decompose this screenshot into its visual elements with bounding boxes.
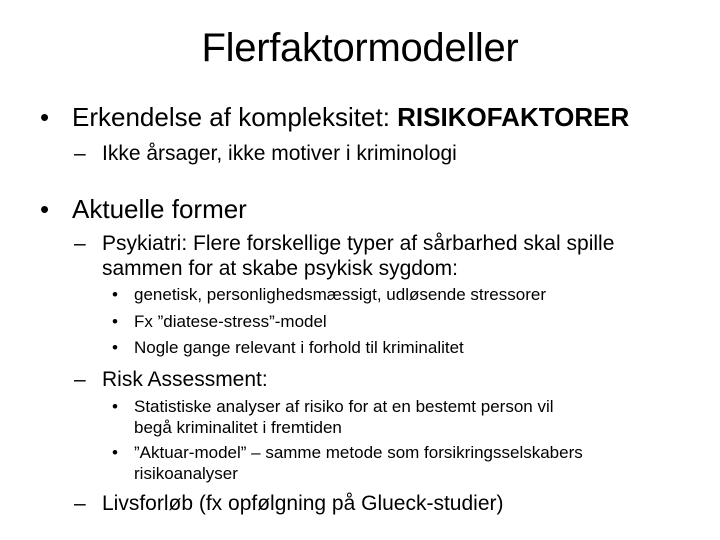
subitem-text: Ikke årsager, ikke motiver i kriminologi: [102, 142, 457, 165]
sub-subitem-genetisk: [112, 285, 546, 305]
subitem-risk-assessment: [74, 367, 268, 392]
subitem-livsforloeb: [74, 491, 504, 516]
sub-subitem-statistiske: [112, 397, 554, 417]
subitem-text: Psykiatri: Flere forskellige typer af sårbarhed skal spille: [102, 232, 615, 255]
sub-subitem-diatese: [112, 312, 327, 332]
subitem-text: Risk Assessment:: [102, 368, 268, 391]
sub-subitem-text: Fx ”diatese-stress”-model: [134, 312, 327, 331]
bullet-marker: •: [112, 397, 118, 416]
bullet-marker: •: [112, 285, 118, 304]
dash-marker: –: [74, 368, 86, 391]
bullet-item-complexity: [40, 102, 629, 132]
sub-subitem-text: genetisk, personlighedsmæssigt, udløsende stressorer: [134, 285, 546, 304]
bullet-marker: •: [112, 312, 118, 331]
dash-marker: –: [74, 232, 86, 255]
subitem-text: Livsforløb (fx opfølgning på Glueck-studier): [102, 492, 504, 515]
bullet-marker: •: [40, 102, 50, 132]
bullet-marker: •: [112, 443, 118, 462]
subitem-psykiatri-continued: [102, 256, 458, 281]
subitem-ikke-aarsager: [74, 141, 457, 166]
bullet-marker: •: [40, 194, 50, 224]
slide-title: Flerfaktormodeller: [201, 26, 519, 70]
sub-subitem-text-continued: begå kriminalitet i fremtiden: [134, 418, 342, 437]
bullet-text: Aktuelle former: [72, 194, 247, 224]
dash-marker: –: [74, 492, 86, 515]
sub-subitem-aktuar-continued: [134, 464, 238, 484]
sub-subitem-aktuar: [112, 443, 583, 463]
sub-subitem-text: ”Aktuar-model” – samme metode som forsikringsselskabers: [134, 443, 583, 462]
subitem-text-continued: sammen for at skabe psykisk sygdom:: [102, 257, 458, 280]
bullet-item-aktuelle-former: [40, 194, 247, 224]
sub-subitem-text-continued: risikoanalyser: [134, 464, 238, 483]
sub-subitem-statistiske-continued: [134, 418, 342, 438]
sub-subitem-text: Statistiske analyser af risiko for at en bestemt person vil: [134, 397, 554, 416]
sub-subitem-nogle-gange: [112, 338, 464, 358]
dash-marker: –: [74, 142, 86, 165]
bullet-text: Erkendelse af kompleksitet:: [72, 102, 398, 132]
bullet-bold-text: RISIKOFAKTORER: [397, 102, 630, 132]
subitem-psykiatri: [74, 231, 614, 256]
sub-subitem-text: Nogle gange relevant i forhold til kriminalitet: [134, 338, 464, 357]
bullet-marker: •: [112, 338, 118, 357]
